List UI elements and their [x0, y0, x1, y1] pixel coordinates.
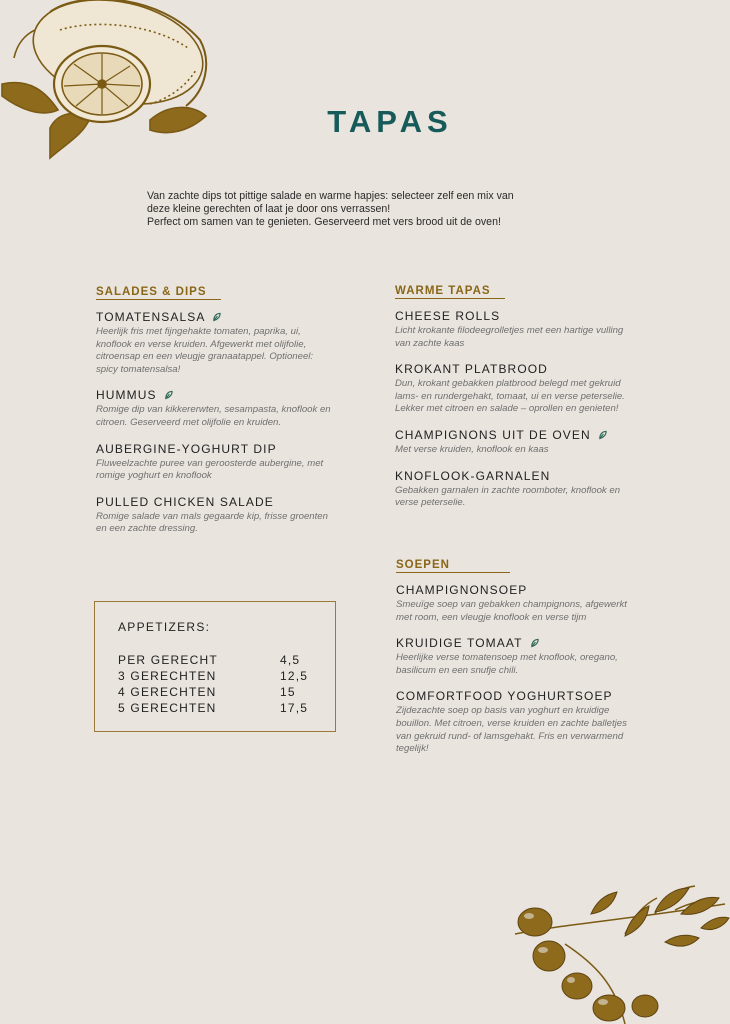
item-name: AUBERGINE-YOGHURT DIP [96, 441, 277, 456]
menu-item [395, 469, 635, 510]
item-description: Dun, krokant gebakken platbrood belegd met gekruid lams- en rundergehakt, tomaat, ui en verse peterselie. Lekker met citroen en salade – oprollen en genieten! [395, 378, 625, 415]
price-label: PER GERECHT [118, 653, 218, 667]
olive-branch-illustration [505, 884, 730, 1024]
item-description: Gebakken garnalen in zachte roomboter, knoflook en verse peterselie. [395, 484, 621, 509]
price-value: 12,5 [280, 669, 309, 683]
item-description: Heerlijk fris met fijngehakte tomaten, paprika, ui, knoflook en verse kruiden. Afgewerkt met olijfolie, citroensap en een vleugje granaatappel. Optioneel: spicy tomatensalsa! [96, 326, 314, 375]
warme-tapas-section [395, 281, 635, 522]
item-name: CHEESE ROLLS [395, 309, 501, 323]
leaf-icon [164, 390, 173, 400]
item-name: KNOFLOOK-GARNALEN [395, 468, 551, 483]
menu-item [96, 388, 336, 429]
item-name: COMFORTFOOD YOGHURTSOEP [396, 689, 613, 704]
intro-line: deze kleine gerechten of laat je door ons verrassen! [147, 203, 391, 215]
menu-item [96, 495, 336, 536]
item-description: Fluweelzachte puree van geroosterde aubergine, met romige yoghurt en knoflook [96, 457, 324, 482]
menu-item [96, 310, 336, 376]
item-name: CHAMPIGNONSOEP [396, 583, 528, 597]
item-name: TOMATENSALSA [96, 310, 206, 324]
menu-item [395, 362, 635, 416]
item-name: KRUIDIGE TOMAAT [396, 636, 523, 651]
price-row [118, 684, 318, 700]
menu-item [396, 689, 636, 755]
price-label: 5 GERECHTEN [118, 701, 217, 715]
menu-item [396, 636, 636, 677]
menu-item [96, 442, 336, 483]
price-row [118, 652, 318, 668]
intro-text [147, 190, 567, 229]
section-title-salades: SALADES & DIPS [96, 286, 221, 300]
lemon-illustration [0, 0, 215, 170]
price-value: 15 [280, 685, 296, 699]
item-description: Smeuïge soep van gebakken champignons, afgewerkt met room, een vleugje knoflook en verse tijm [396, 599, 627, 623]
price-row [118, 668, 318, 684]
item-description: Romige salade van mals gegaarde kip, frisse groenten en een zachte dressing. [96, 510, 328, 535]
item-name: HUMMUS [96, 388, 157, 403]
price-value: 4,5 [280, 653, 301, 667]
price-list [118, 652, 318, 716]
price-row [118, 700, 318, 716]
leaf-icon [530, 638, 539, 648]
intro-line: Perfect om samen van te genieten. Geserveerd met vers brood uit de oven! [147, 216, 501, 228]
leaf-icon [212, 312, 221, 322]
menu-item [395, 428, 635, 457]
price-label: 4 GERECHTEN [118, 685, 217, 699]
intro-line: Van zachte dips tot pittige salade en warme hapjes: selecteer zelf een mix van [147, 190, 514, 202]
item-name: PULLED CHICKEN SALADE [96, 494, 274, 509]
item-description: Met verse kruiden, knoflook en kaas [395, 443, 549, 455]
page-title: TAPAS [327, 104, 453, 139]
menu-item [395, 309, 635, 350]
soepen-section [396, 555, 636, 768]
section-title-soepen: SOEPEN [396, 559, 510, 573]
price-label: 3 GERECHTEN [118, 669, 217, 683]
menu-item [396, 583, 636, 624]
section-title-warme: WARME TAPAS [395, 285, 505, 299]
appetizers-price-box [94, 601, 336, 732]
item-description: Licht krokante filodeegrolletjes met een hartige vulling van zachte kaas [395, 325, 624, 349]
appetizers-title: APPETIZERS: [118, 620, 211, 634]
item-name: KROKANT PLATBROOD [395, 362, 548, 377]
item-description: Zijdezachte soep op basis van yoghurt en kruidige bouillon. Met citroen, verse kruiden en zachte balletjes van gekruid rund- of lamsgehakt. Fris en verwarmend tegelijk! [396, 705, 627, 755]
leaf-icon [598, 430, 607, 440]
item-description: Heerlijke verse tomatensoep met knoflook, oregano, basilicum en een snufje chili. [396, 652, 618, 676]
item-description: Romige dip van kikkererwten, sesampasta, knoflook en citroen. Geserveerd met olijfolie en kruiden. [96, 404, 331, 428]
item-name: CHAMPIGNONS UIT DE OVEN [395, 427, 591, 442]
price-value: 17,5 [280, 701, 309, 715]
salades-section [96, 282, 336, 548]
